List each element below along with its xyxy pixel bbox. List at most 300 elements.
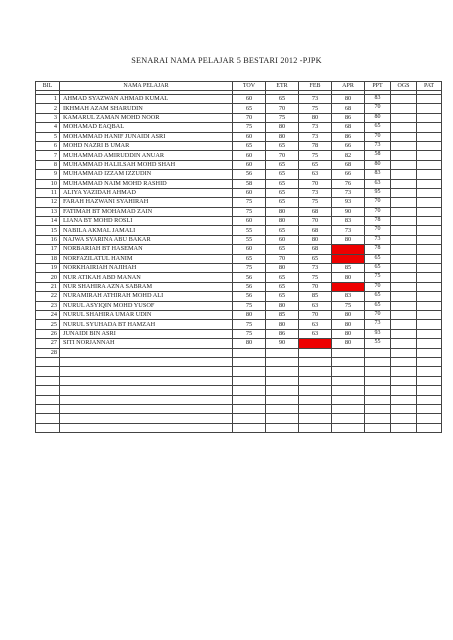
- cell-ogs: [391, 310, 417, 319]
- header-nama: NAMA PELAJAR: [60, 82, 233, 91]
- cell-etr: 80: [266, 264, 299, 273]
- cell-pat: [417, 141, 442, 150]
- cell-apr: [332, 348, 365, 357]
- cell-feb: 70: [299, 282, 332, 291]
- cell-etr: 85: [266, 310, 299, 319]
- cell-ogs: [391, 141, 417, 150]
- cell-tov: 58: [233, 179, 266, 188]
- empty-cell: [266, 414, 299, 423]
- empty-cell: [60, 404, 233, 413]
- cell-ogs: [391, 170, 417, 179]
- cell-bil: 5: [36, 132, 60, 141]
- cell-nama: LIANA BT MOHD ROSLI: [60, 217, 233, 226]
- empty-cell: [266, 404, 299, 413]
- header-etr: ETR: [266, 82, 299, 91]
- cell-tov: 75: [233, 207, 266, 216]
- cell-feb: 73: [299, 188, 332, 197]
- empty-cell: [391, 367, 417, 376]
- cell-bil: 25: [36, 320, 60, 329]
- empty-cell: [391, 357, 417, 366]
- cell-apr: 75: [332, 301, 365, 310]
- cell-nama: NURAMIRAH ATHIRAH MOHD ALI: [60, 292, 233, 301]
- cell-nama: NUR ATIKAH ABD MANAN: [60, 273, 233, 282]
- cell-ogs: [391, 151, 417, 160]
- empty-cell: [391, 386, 417, 395]
- cell-ppt: 70: [365, 310, 391, 319]
- cell-pat: [417, 95, 442, 104]
- header-ppt: PPT: [365, 82, 391, 91]
- table-row: [36, 301, 442, 310]
- cell-apr: 73: [332, 188, 365, 197]
- table-row: [36, 104, 442, 113]
- cell-apr: 86: [332, 132, 365, 141]
- cell-etr: 65: [266, 141, 299, 150]
- cell-bil: 4: [36, 123, 60, 132]
- cell-apr: [332, 254, 365, 263]
- cell-bil: 10: [36, 179, 60, 188]
- empty-cell: [266, 423, 299, 432]
- cell-nama: NURUL SHAHIRA UMAR UDIN: [60, 310, 233, 319]
- cell-pat: [417, 264, 442, 273]
- cell-etr: 70: [266, 151, 299, 160]
- cell-bil: 12: [36, 198, 60, 207]
- cell-tov: 60: [233, 151, 266, 160]
- empty-cell: [332, 367, 365, 376]
- cell-ogs: [391, 348, 417, 357]
- cell-pat: [417, 282, 442, 291]
- cell-ppt: 70: [365, 207, 391, 216]
- cell-nama: NURUL ASYIQIN MOHD YUSOF: [60, 301, 233, 310]
- cell-ppt: 70: [365, 198, 391, 207]
- empty-cell: [417, 367, 442, 376]
- cell-tov: 56: [233, 282, 266, 291]
- table-row: [36, 170, 442, 179]
- cell-feb: 70: [299, 310, 332, 319]
- cell-tov: 60: [233, 217, 266, 226]
- empty-cell: [233, 404, 266, 413]
- cell-nama: SITI NORJANNAH: [60, 339, 233, 348]
- cell-etr: 70: [266, 254, 299, 263]
- cell-pat: [417, 320, 442, 329]
- cell-etr: 80: [266, 320, 299, 329]
- empty-cell: [60, 395, 233, 404]
- cell-ogs: [391, 95, 417, 104]
- cell-tov: 75: [233, 320, 266, 329]
- empty-cell: [299, 414, 332, 423]
- cell-ogs: [391, 245, 417, 254]
- cell-etr: 65: [266, 282, 299, 291]
- cell-nama: IKHMAH AZAM SHARUDIN: [60, 104, 233, 113]
- blank-row: [36, 404, 442, 413]
- cell-ppt: 65: [365, 264, 391, 273]
- empty-cell: [60, 357, 233, 366]
- cell-apr: 68: [332, 104, 365, 113]
- empty-cell: [299, 386, 332, 395]
- cell-tov: [233, 348, 266, 357]
- table-row: [36, 329, 442, 338]
- table-row: [36, 310, 442, 319]
- cell-ogs: [391, 329, 417, 338]
- cell-nama: [60, 348, 233, 357]
- cell-nama: MUHAMMAD NAIM MOHD RASHID: [60, 179, 233, 188]
- cell-bil: 17: [36, 245, 60, 254]
- cell-tov: 55: [233, 235, 266, 244]
- empty-cell: [36, 376, 60, 385]
- empty-cell: [332, 357, 365, 366]
- cell-ppt: 80: [365, 160, 391, 169]
- header-ogs: OGS: [391, 82, 417, 91]
- empty-cell: [60, 376, 233, 385]
- empty-cell: [417, 404, 442, 413]
- cell-pat: [417, 179, 442, 188]
- header-tov: TOV: [233, 82, 266, 91]
- empty-cell: [417, 395, 442, 404]
- cell-etr: 80: [266, 217, 299, 226]
- cell-feb: 73: [299, 95, 332, 104]
- empty-cell: [299, 367, 332, 376]
- blank-row: [36, 395, 442, 404]
- cell-etr: 80: [266, 207, 299, 216]
- cell-tov: 60: [233, 160, 266, 169]
- table-row: [36, 188, 442, 197]
- empty-cell: [332, 423, 365, 432]
- empty-cell: [36, 367, 60, 376]
- cell-ogs: [391, 273, 417, 282]
- cell-tov: 75: [233, 301, 266, 310]
- blank-row: [36, 414, 442, 423]
- empty-cell: [391, 376, 417, 385]
- cell-tov: 65: [233, 104, 266, 113]
- cell-feb: 65: [299, 160, 332, 169]
- header-row: [36, 82, 442, 91]
- empty-cell: [60, 386, 233, 395]
- cell-ogs: [391, 132, 417, 141]
- cell-etr: 65: [266, 292, 299, 301]
- table-row: [36, 141, 442, 150]
- cell-tov: 75: [233, 329, 266, 338]
- cell-bil: 6: [36, 141, 60, 150]
- table-row: [36, 113, 442, 122]
- cell-ppt: 70: [365, 282, 391, 291]
- cell-pat: [417, 292, 442, 301]
- cell-etr: 65: [266, 160, 299, 169]
- cell-feb: 63: [299, 320, 332, 329]
- cell-nama: MOHD NAZRI B UMAR: [60, 141, 233, 150]
- cell-bil: 11: [36, 188, 60, 197]
- cell-feb: 75: [299, 198, 332, 207]
- table-row: [36, 320, 442, 329]
- cell-pat: [417, 188, 442, 197]
- cell-etr: 80: [266, 123, 299, 132]
- cell-apr: 68: [332, 123, 365, 132]
- cell-bil: 2: [36, 104, 60, 113]
- cell-feb: 68: [299, 245, 332, 254]
- cell-ppt: 78: [365, 217, 391, 226]
- cell-feb: 68: [299, 207, 332, 216]
- cell-ppt: 73: [365, 320, 391, 329]
- cell-tov: 65: [233, 141, 266, 150]
- cell-pat: [417, 217, 442, 226]
- empty-cell: [233, 357, 266, 366]
- cell-feb: 80: [299, 235, 332, 244]
- cell-ppt: 83: [365, 170, 391, 179]
- cell-apr: 80: [332, 339, 365, 348]
- cell-ogs: [391, 301, 417, 310]
- cell-ppt: 73: [365, 141, 391, 150]
- empty-cell: [233, 376, 266, 385]
- header-bil: BIL: [36, 82, 60, 91]
- empty-cell: [365, 386, 391, 395]
- cell-bil: 9: [36, 170, 60, 179]
- cell-apr: 82: [332, 151, 365, 160]
- cell-tov: 56: [233, 170, 266, 179]
- empty-cell: [266, 376, 299, 385]
- cell-nama: NABILA AKMAL JAMALI: [60, 226, 233, 235]
- cell-pat: [417, 329, 442, 338]
- cell-pat: [417, 339, 442, 348]
- cell-apr: 80: [332, 95, 365, 104]
- empty-cell: [233, 367, 266, 376]
- cell-feb: 63: [299, 301, 332, 310]
- empty-cell: [365, 423, 391, 432]
- empty-cell: [365, 357, 391, 366]
- cell-tov: 80: [233, 339, 266, 348]
- cell-bil: 14: [36, 217, 60, 226]
- blank-row: [36, 367, 442, 376]
- empty-cell: [60, 423, 233, 432]
- cell-feb: 70: [299, 179, 332, 188]
- cell-pat: [417, 235, 442, 244]
- empty-cell: [417, 414, 442, 423]
- header-feb: FEB: [299, 82, 332, 91]
- empty-cell: [365, 376, 391, 385]
- cell-apr: 66: [332, 170, 365, 179]
- cell-ogs: [391, 217, 417, 226]
- cell-ogs: [391, 188, 417, 197]
- cell-tov: 55: [233, 226, 266, 235]
- cell-ppt: 65: [365, 292, 391, 301]
- empty-cell: [417, 386, 442, 395]
- cell-ppt: [365, 348, 391, 357]
- cell-pat: [417, 207, 442, 216]
- table-row: [36, 235, 442, 244]
- cell-nama: MOHAMAD EAQBAL: [60, 123, 233, 132]
- cell-ogs: [391, 235, 417, 244]
- cell-apr: 80: [332, 310, 365, 319]
- empty-cell: [299, 404, 332, 413]
- cell-tov: 60: [233, 188, 266, 197]
- empty-cell: [233, 414, 266, 423]
- empty-cell: [332, 404, 365, 413]
- empty-cell: [36, 395, 60, 404]
- cell-etr: 60: [266, 235, 299, 244]
- empty-cell: [266, 367, 299, 376]
- cell-pat: [417, 151, 442, 160]
- cell-feb: 80: [299, 113, 332, 122]
- table-row: [36, 123, 442, 132]
- cell-ppt: 78: [365, 245, 391, 254]
- cell-etr: 80: [266, 132, 299, 141]
- empty-cell: [36, 386, 60, 395]
- cell-bil: 16: [36, 235, 60, 244]
- blank-row: [36, 386, 442, 395]
- cell-etr: 75: [266, 113, 299, 122]
- table-row: [36, 217, 442, 226]
- cell-pat: [417, 348, 442, 357]
- table-row: [36, 348, 442, 357]
- empty-cell: [36, 404, 60, 413]
- table-row: [36, 226, 442, 235]
- empty-cell: [332, 376, 365, 385]
- empty-cell: [36, 357, 60, 366]
- cell-ppt: 70: [365, 104, 391, 113]
- cell-etr: 65: [266, 198, 299, 207]
- cell-ppt: 70: [365, 132, 391, 141]
- cell-etr: 65: [266, 170, 299, 179]
- blank-row: [36, 357, 442, 366]
- empty-cell: [332, 395, 365, 404]
- cell-pat: [417, 160, 442, 169]
- cell-nama: NUR SHAHIRA AZNA SABRAM: [60, 282, 233, 291]
- cell-bil: 26: [36, 329, 60, 338]
- cell-pat: [417, 254, 442, 263]
- table-row: [36, 254, 442, 263]
- table-row: [36, 292, 442, 301]
- cell-nama: JUNAIDI BIN ASRI: [60, 329, 233, 338]
- cell-feb: 78: [299, 141, 332, 150]
- cell-etr: 65: [266, 245, 299, 254]
- cell-feb: [299, 348, 332, 357]
- cell-pat: [417, 226, 442, 235]
- cell-feb: 73: [299, 123, 332, 132]
- empty-cell: [391, 395, 417, 404]
- sheet-title: SENARAI NAMA PELAJAR 5 BESTARI 2012 -PJPK: [131, 56, 322, 65]
- empty-cell: [299, 395, 332, 404]
- cell-ppt: 83: [365, 95, 391, 104]
- cell-ogs: [391, 320, 417, 329]
- cell-etr: [266, 348, 299, 357]
- cell-feb: 75: [299, 104, 332, 113]
- cell-ppt: 58: [365, 151, 391, 160]
- cell-bil: 8: [36, 160, 60, 169]
- cell-ogs: [391, 282, 417, 291]
- empty-cell: [417, 376, 442, 385]
- cell-nama: NURUL SYUHADA BT HAMZAH: [60, 320, 233, 329]
- cell-bil: 3: [36, 113, 60, 122]
- header-pat: PAT: [417, 82, 442, 91]
- table-row: [36, 264, 442, 273]
- cell-pat: [417, 310, 442, 319]
- cell-apr: 90: [332, 207, 365, 216]
- cell-tov: 70: [233, 113, 266, 122]
- cell-etr: 65: [266, 188, 299, 197]
- cell-bil: 13: [36, 207, 60, 216]
- cell-ogs: [391, 339, 417, 348]
- cell-pat: [417, 104, 442, 113]
- cell-feb: 73: [299, 132, 332, 141]
- empty-cell: [365, 367, 391, 376]
- cell-apr: 83: [332, 292, 365, 301]
- cell-tov: 60: [233, 132, 266, 141]
- empty-cell: [233, 386, 266, 395]
- cell-ogs: [391, 123, 417, 132]
- cell-apr: [332, 245, 365, 254]
- cell-nama: MUHAMMAD HALILSAH MOHD SHAH: [60, 160, 233, 169]
- cell-apr: 66: [332, 141, 365, 150]
- empty-cell: [36, 423, 60, 432]
- cell-etr: 86: [266, 329, 299, 338]
- empty-cell: [299, 376, 332, 385]
- table-row: [36, 132, 442, 141]
- cell-etr: 90: [266, 339, 299, 348]
- cell-nama: MUHAMMAD IZZAM IZZUDIN: [60, 170, 233, 179]
- table-row: [36, 273, 442, 282]
- cell-tov: 60: [233, 95, 266, 104]
- cell-bil: 28: [36, 348, 60, 357]
- empty-cell: [60, 414, 233, 423]
- cell-ogs: [391, 198, 417, 207]
- cell-nama: MUHAMMAD AMIRUDDIN ANUAR: [60, 151, 233, 160]
- cell-feb: 63: [299, 170, 332, 179]
- cell-apr: 83: [332, 217, 365, 226]
- cell-etr: 65: [266, 179, 299, 188]
- cell-nama: NAJWA SYARINA ABU BAKAR: [60, 235, 233, 244]
- blank-row: [36, 376, 442, 385]
- cell-ogs: [391, 113, 417, 122]
- cell-nama: KAMARUL ZAMAN MOHD NOOR: [60, 113, 233, 122]
- cell-tov: 75: [233, 123, 266, 132]
- cell-apr: 80: [332, 320, 365, 329]
- table-row: [36, 198, 442, 207]
- cell-apr: 85: [332, 264, 365, 273]
- cell-tov: 75: [233, 264, 266, 273]
- cell-pat: [417, 123, 442, 132]
- cell-ppt: 65: [365, 301, 391, 310]
- empty-cell: [365, 414, 391, 423]
- cell-apr: 73: [332, 226, 365, 235]
- cell-apr: 76: [332, 179, 365, 188]
- cell-ppt: 65: [365, 254, 391, 263]
- table-body: [36, 95, 442, 433]
- cell-ogs: [391, 254, 417, 263]
- cell-nama: NORBARIAH BT HASEMAN: [60, 245, 233, 254]
- cell-tov: 56: [233, 273, 266, 282]
- cell-nama: MOHAMMAD HANIF JUNAIDI ASRI: [60, 132, 233, 141]
- cell-ogs: [391, 160, 417, 169]
- cell-pat: [417, 273, 442, 282]
- cell-ogs: [391, 179, 417, 188]
- cell-bil: 27: [36, 339, 60, 348]
- cell-apr: 68: [332, 160, 365, 169]
- cell-feb: 85: [299, 292, 332, 301]
- cell-apr: 80: [332, 273, 365, 282]
- cell-apr: 86: [332, 113, 365, 122]
- table-row: [36, 95, 442, 104]
- cell-apr: [332, 282, 365, 291]
- cell-ogs: [391, 104, 417, 113]
- cell-tov: 80: [233, 310, 266, 319]
- table-row: [36, 151, 442, 160]
- cell-ogs: [391, 207, 417, 216]
- cell-feb: 73: [299, 264, 332, 273]
- cell-etr: 65: [266, 95, 299, 104]
- empty-cell: [417, 423, 442, 432]
- cell-apr: 93: [332, 198, 365, 207]
- header-apr: APR: [332, 82, 365, 91]
- cell-nama: AHMAD SYAZWAN AHMAD KUMAL: [60, 95, 233, 104]
- cell-pat: [417, 198, 442, 207]
- table-row: [36, 282, 442, 291]
